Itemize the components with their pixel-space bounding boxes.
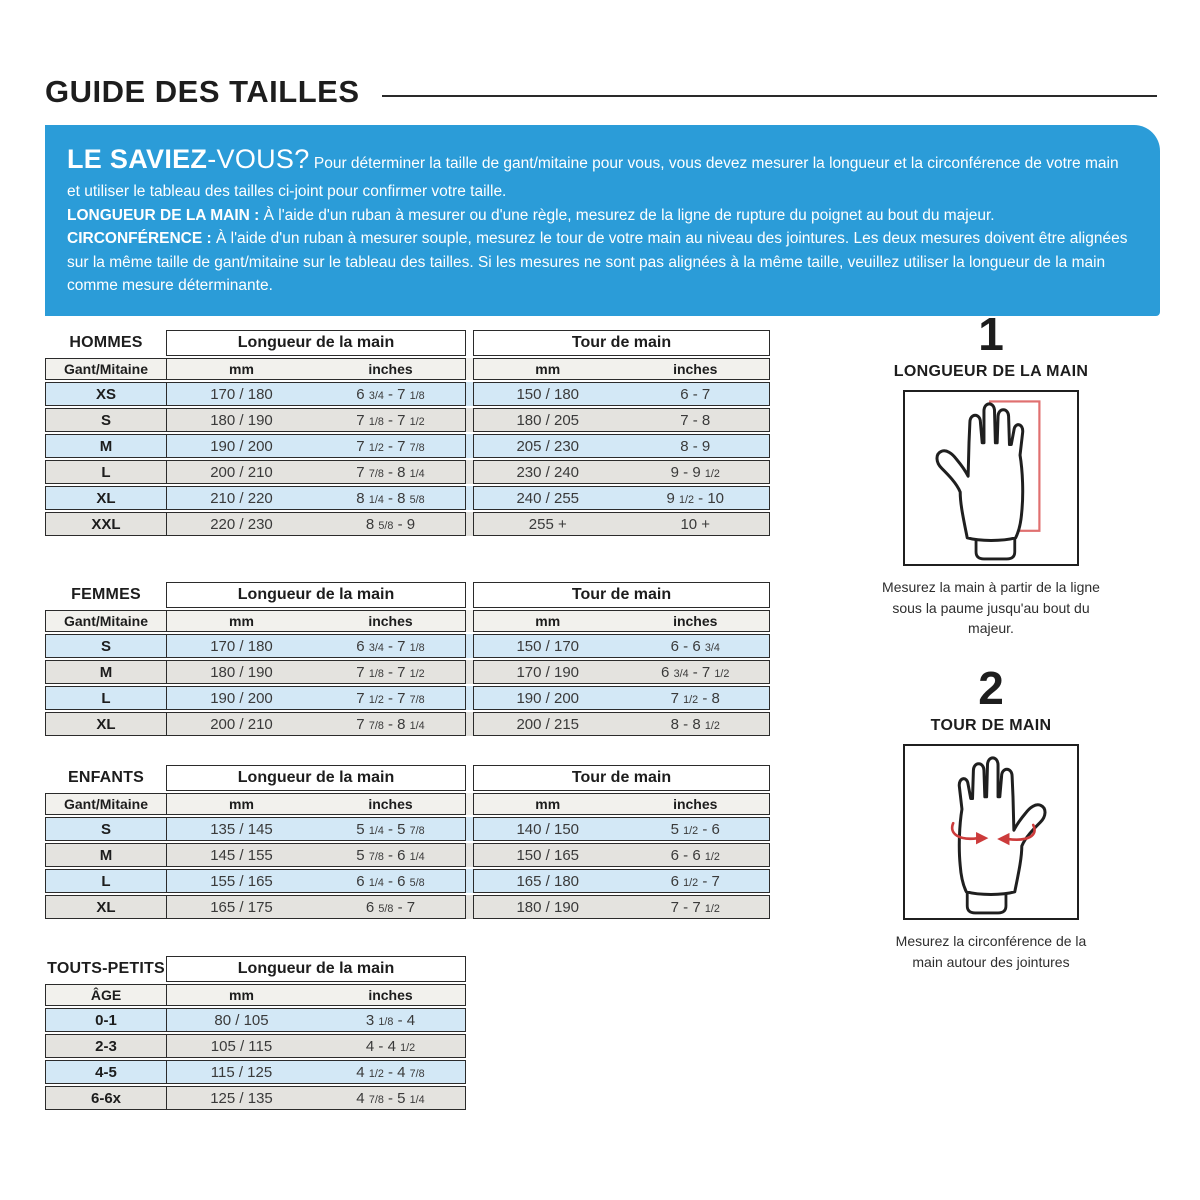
mm-value: 145 / 155: [210, 846, 273, 864]
mm-value: 200 / 210: [210, 463, 273, 481]
info-banner: [45, 125, 1160, 316]
length-values: [166, 634, 466, 658]
inches-value: 7 1/2 - 8: [670, 689, 720, 707]
column-header-tour: Tour de main: [473, 330, 770, 356]
inches-value: 8 - 8 1/2: [670, 715, 720, 733]
length-values: [166, 712, 466, 736]
mm-value: 230 / 240: [516, 463, 580, 481]
table-title-enfants: ENFANTS: [67, 769, 145, 786]
column-gap: [466, 869, 473, 893]
inches-value: 6 5/8 - 7: [365, 898, 416, 916]
figure-title: LONGUEUR DE LA MAIN: [893, 363, 1089, 381]
table-row: [45, 712, 770, 736]
inches-value: 7 - 7 1/2: [670, 898, 720, 916]
inches-value: 7 - 8: [680, 411, 711, 429]
column-gap: [466, 793, 473, 815]
unit-inches: inches: [368, 796, 413, 812]
inches-value: 8 - 9: [680, 437, 711, 455]
column-header-longueur: Longueur de la main: [166, 330, 466, 356]
column-gap: [466, 382, 473, 406]
banner-headline-light: -VOUS?: [207, 144, 310, 174]
length-values: [166, 434, 466, 458]
mm-value: 200 / 210: [210, 715, 273, 733]
girth-values: [473, 895, 770, 919]
length-values: [166, 1060, 466, 1084]
table-row: [45, 460, 770, 484]
mm-value: 180 / 190: [210, 663, 273, 681]
mm-value: 150 / 180: [516, 385, 580, 403]
banner-circumference-text: À l'aide d'un ruban à mesurer souple, mesurez le tour de votre main au niveau des jointures. Les deux mesures doivent être alignées sur la même taille de gant/mitaine sur le tableau des tailles. Si les mesures ne sont pas alignées à la même taille, veuillez utiliser la longueur de la main comme mesure déterminante.: [67, 230, 1128, 295]
unit-mm: mm: [229, 613, 254, 629]
table-touts-petits: [45, 956, 770, 1110]
size-value: S: [45, 408, 167, 432]
column-header-tour: Tour de main: [473, 582, 770, 608]
size-value: M: [45, 434, 167, 458]
length-values: [166, 486, 466, 510]
table-title-touts-petits: TOUTS-PETITS: [47, 960, 165, 977]
length-values: [166, 1034, 466, 1058]
table-header-row: [45, 956, 770, 982]
table-row: [45, 1008, 770, 1032]
mm-value: 150 / 165: [516, 846, 580, 864]
inches-value: 6 1/4 - 6 5/8: [356, 872, 425, 890]
age-value: 4-5: [45, 1060, 167, 1084]
table-row: [45, 843, 770, 867]
banner-intro: [67, 139, 1134, 204]
column-gap: [466, 660, 473, 684]
unit-mm: mm: [535, 796, 561, 812]
mm-value: 180 / 190: [210, 411, 273, 429]
inches-value: 6 - 7: [680, 385, 711, 403]
column-gap: [466, 512, 473, 536]
table-row: [45, 686, 770, 710]
inches-value: 10 +: [680, 515, 711, 533]
mm-value: 190 / 200: [516, 689, 580, 707]
size-value: M: [45, 660, 167, 684]
inches-value: 7 7/8 - 8 1/4: [356, 463, 425, 481]
girth-values: [473, 817, 770, 841]
unit-inches: inches: [368, 361, 413, 377]
figure-hand-length: [880, 310, 1102, 638]
size-value: M: [45, 843, 167, 867]
mm-value: 170 / 190: [516, 663, 580, 681]
inches-value: 5 1/4 - 5 7/8: [356, 820, 425, 838]
unit-mm: mm: [229, 361, 254, 377]
mm-value: 240 / 255: [516, 489, 580, 507]
mm-value: 210 / 220: [210, 489, 273, 507]
column-gap: [466, 460, 473, 484]
hand-circumference-icon: [916, 744, 1066, 920]
age-value: 6-6x: [45, 1086, 167, 1110]
mm-value: 220 / 230: [210, 515, 273, 533]
length-values: [166, 686, 466, 710]
table-header-row: [45, 765, 770, 791]
mm-value: 105 / 115: [210, 1037, 273, 1055]
unit-mm: mm: [535, 361, 561, 377]
banner-intro-text: Pour déterminer la taille de gant/mitaine pour vous, vous devez mesurer la longueur et la circonférence de votre main et utiliser le tableau des tailles ci-joint pour confirmer votre taille.: [67, 155, 1119, 201]
column-header-tour: Tour de main: [473, 765, 770, 791]
girth-values: [473, 486, 770, 510]
size-value: L: [45, 686, 167, 710]
girth-values: [473, 382, 770, 406]
size-value: S: [45, 817, 167, 841]
inches-value: 6 - 6 3/4: [670, 637, 720, 655]
age-value: 2-3: [45, 1034, 167, 1058]
column-header-longueur: Longueur de la main: [166, 956, 466, 982]
hand-outline: [937, 404, 1023, 541]
banner-length-label: LONGUEUR DE LA MAIN :: [67, 206, 260, 224]
length-values: [166, 843, 466, 867]
girth-values: [473, 660, 770, 684]
table-enfants: [45, 765, 770, 919]
inches-value: 7 1/2 - 7 7/8: [356, 437, 425, 455]
girth-values: [473, 869, 770, 893]
table-row: [45, 869, 770, 893]
girth-values: [473, 686, 770, 710]
column-gap: [466, 634, 473, 658]
column-gap: [466, 434, 473, 458]
table-row: [45, 817, 770, 841]
unit-inches: inches: [368, 987, 413, 1003]
inches-value: 6 3/4 - 7 1/8: [356, 385, 425, 403]
inches-value: 4 - 4 1/2: [365, 1037, 416, 1055]
mm-value: 140 / 150: [516, 820, 580, 838]
title-divider-line: [382, 95, 1157, 97]
mm-value: 125 / 135: [210, 1089, 273, 1107]
size-value: L: [45, 460, 167, 484]
size-value: XS: [45, 382, 167, 406]
girth-values: [473, 408, 770, 432]
girth-values: [473, 434, 770, 458]
age-value: 0-1: [45, 1008, 167, 1032]
table-row: [45, 895, 770, 919]
inches-value: 9 - 9 1/2: [670, 463, 720, 481]
length-values: [166, 869, 466, 893]
units-row: [166, 358, 466, 380]
column-gap: [466, 843, 473, 867]
mm-value: 190 / 200: [210, 437, 273, 455]
length-values: [166, 895, 466, 919]
banner-length-paragraph: [67, 204, 1134, 228]
inches-value: 8 5/8 - 9: [365, 515, 416, 533]
figure-caption: Mesurez la circonférence de la main autour des jointures: [895, 933, 1087, 970]
unit-inches: inches: [368, 613, 413, 629]
mm-value: 180 / 190: [516, 898, 580, 916]
units-row: [473, 610, 770, 632]
length-values: [166, 660, 466, 684]
column-gap: [466, 610, 473, 632]
title-row: [45, 74, 1157, 110]
mm-value: 135 / 145: [210, 820, 273, 838]
banner-length-text: À l'aide d'un ruban à mesurer ou d'une règle, mesurez de la ligne de rupture du poignet au bout du majeur.: [263, 206, 995, 224]
length-values: [166, 512, 466, 536]
table-subheader-row: [45, 610, 770, 632]
length-values: [166, 1008, 466, 1032]
table-row: [45, 1060, 770, 1084]
girth-values: [473, 843, 770, 867]
inches-value: 6 1/2 - 7: [670, 872, 720, 890]
length-values: [166, 817, 466, 841]
inches-value: 8 1/4 - 8 5/8: [356, 489, 425, 507]
hand-length-icon: [916, 390, 1066, 566]
inches-value: 6 3/4 - 7 1/8: [356, 637, 425, 655]
table-title-femmes: FEMMES: [71, 586, 141, 603]
table-row: [45, 1086, 770, 1110]
mm-value: 150 / 170: [516, 637, 580, 655]
inches-value: 3 1/8 - 4: [365, 1011, 416, 1029]
inches-value: 7 1/8 - 7 1/2: [356, 411, 425, 429]
figure-caption: Mesurez la main à partir de la ligne sous la paume jusqu'au bout du majeur.: [882, 579, 1100, 636]
size-value: XXL: [45, 512, 167, 536]
figure-title: TOUR DE MAIN: [930, 717, 1052, 735]
table-row: [45, 660, 770, 684]
table-row: [45, 382, 770, 406]
column-gap: [466, 358, 473, 380]
length-values: [166, 382, 466, 406]
column-gap: [466, 582, 473, 608]
table-title-hommes: HOMMES: [69, 334, 143, 351]
mm-value: 205 / 230: [516, 437, 580, 455]
hand-outline: [959, 758, 1045, 895]
figure-frame: [903, 390, 1079, 566]
units-row: [473, 358, 770, 380]
column-gap: [466, 486, 473, 510]
table-subheader-row: [45, 984, 770, 1006]
length-values: [166, 1086, 466, 1110]
girth-values: [473, 512, 770, 536]
unit-inches: inches: [673, 613, 718, 629]
unit-mm: mm: [229, 987, 254, 1003]
girth-values: [473, 634, 770, 658]
inches-value: 5 7/8 - 6 1/4: [356, 846, 425, 864]
column-gap: [466, 817, 473, 841]
figure-hand-circumference: [880, 664, 1102, 972]
size-value: L: [45, 869, 167, 893]
unit-mm: mm: [229, 796, 254, 812]
table-row: [45, 434, 770, 458]
table-subheader-row: [45, 793, 770, 815]
banner-headline-bold: LE SAVIEZ: [67, 144, 208, 174]
table-hommes: [45, 330, 770, 536]
inches-value: 6 - 6 1/2: [670, 846, 720, 864]
table-header-row: [45, 330, 770, 356]
mm-value: 80 / 105: [214, 1011, 269, 1029]
size-label: Gant/Mitaine: [45, 358, 167, 380]
units-row: [166, 984, 466, 1006]
column-gap: [466, 712, 473, 736]
inches-value: 5 1/2 - 6: [670, 820, 720, 838]
units-row: [166, 610, 466, 632]
column-gap: [466, 765, 473, 791]
inches-value: 4 7/8 - 5 1/4: [356, 1089, 425, 1107]
mm-value: 165 / 180: [516, 872, 580, 890]
figure-frame: [903, 744, 1079, 920]
mm-value: 170 / 180: [210, 637, 273, 655]
inches-value: 6 3/4 - 7 1/2: [661, 663, 730, 681]
column-gap: [466, 408, 473, 432]
girth-values: [473, 712, 770, 736]
mm-value: 115 / 125: [210, 1063, 273, 1081]
table-row: [45, 408, 770, 432]
mm-value: 170 / 180: [210, 385, 273, 403]
size-label: Gant/Mitaine: [45, 793, 167, 815]
table-row: [45, 512, 770, 536]
length-values: [166, 460, 466, 484]
table-subheader-row: [45, 358, 770, 380]
size-label: ÂGE: [45, 984, 167, 1006]
banner-circumference-label: CIRCONFÉRENCE :: [67, 230, 212, 248]
table-header-row: [45, 582, 770, 608]
inches-value: 7 1/8 - 7 1/2: [356, 663, 425, 681]
inches-value: 9 1/2 - 10: [666, 489, 725, 507]
column-gap: [466, 330, 473, 356]
column-gap: [466, 686, 473, 710]
mm-value: 180 / 205: [516, 411, 580, 429]
page-title: GUIDE DES TAILLES: [45, 74, 360, 109]
size-value: S: [45, 634, 167, 658]
girth-values: [473, 460, 770, 484]
unit-inches: inches: [673, 361, 718, 377]
mm-value: 155 / 165: [210, 872, 273, 890]
mm-value: 165 / 175: [210, 898, 273, 916]
size-value: XL: [45, 712, 167, 736]
size-value: XL: [45, 486, 167, 510]
units-row: [166, 793, 466, 815]
unit-inches: inches: [673, 796, 718, 812]
length-values: [166, 408, 466, 432]
mm-value: 200 / 215: [516, 715, 580, 733]
mm-value: 190 / 200: [210, 689, 273, 707]
size-value: XL: [45, 895, 167, 919]
inches-value: 7 1/2 - 7 7/8: [356, 689, 425, 707]
figure-number: 1: [978, 308, 1004, 360]
banner-circumference-paragraph: [67, 227, 1134, 298]
size-tables: [45, 330, 770, 1112]
mm-value: 255 +: [528, 515, 567, 533]
size-label: Gant/Mitaine: [45, 610, 167, 632]
column-header-longueur: Longueur de la main: [166, 765, 466, 791]
column-gap: [466, 895, 473, 919]
inches-value: 4 1/2 - 4 7/8: [356, 1063, 425, 1081]
unit-mm: mm: [535, 613, 561, 629]
table-row: [45, 486, 770, 510]
table-femmes: [45, 582, 770, 736]
column-header-longueur: Longueur de la main: [166, 582, 466, 608]
table-row: [45, 634, 770, 658]
figure-number: 2: [978, 662, 1004, 714]
table-row: [45, 1034, 770, 1058]
units-row: [473, 793, 770, 815]
inches-value: 7 7/8 - 8 1/4: [356, 715, 425, 733]
